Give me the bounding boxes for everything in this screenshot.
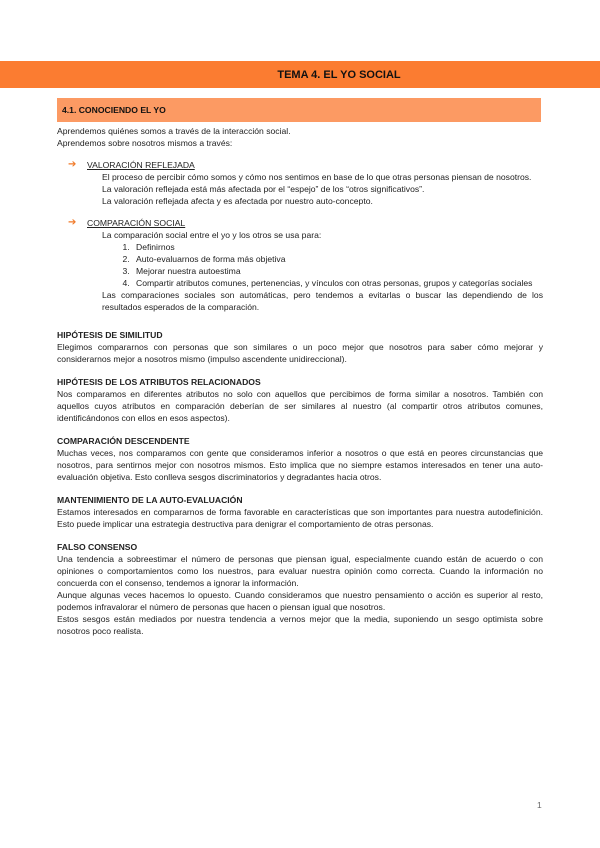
- bullet-body: [87, 229, 543, 313]
- list-item: 4. Compartir atributos comunes, pertenencias, y vínculos con otras personas, grupos y categorías sociales: [132, 277, 543, 289]
- block-heading: MANTENIMIENTO DE LA AUTO-EVALUACIÓN: [57, 495, 243, 505]
- bullet-outro: Las comparaciones sociales son automáticas, pero tendemos a evitarlas o buscar las dependiendo de los resultados esperados de la comparación.: [102, 290, 543, 312]
- bullet-heading: VALORACIÓN REFLEJADA: [87, 160, 195, 170]
- intro-line: Aprendemos sobre nosotros mismos a través:: [57, 138, 233, 148]
- block-paragraph: Estamos interesados en compararnos de forma favorable en características que son importantes para nuestra autodefinición. Esto puede implicar una estrategia destructiva para denigrar el comportamiento de otras personas.: [57, 507, 543, 529]
- block-paragraph: Una tendencia a sobreestimar el número de personas que piensan igual, especialmente cuando están de acuerdo o con opiniones o comportamientos como los nuestros, para evaluar nuestra opinión como correcta. Cuando la información no concuerda con el consenso, tendemos a ignorar la información.: [57, 554, 543, 588]
- block-heading: HIPÓTESIS DE LOS ATRIBUTOS RELACIONADOS: [57, 377, 261, 387]
- block-atributos: [57, 376, 543, 424]
- arrow-icon: ➔: [68, 159, 77, 170]
- block-heading: HIPÓTESIS DE SIMILITUD: [57, 330, 163, 340]
- bullet-valoracion: [57, 159, 543, 207]
- document-body: [57, 125, 543, 637]
- bullet-heading: COMPARACIÓN SOCIAL: [87, 218, 186, 228]
- bullet-line: La valoración reflejada afecta y es afectada por nuestro auto-concepto.: [102, 196, 373, 206]
- block-falso-consenso: [57, 541, 543, 637]
- block-heading: COMPARACIÓN DESCENDENTE: [57, 436, 190, 446]
- block-paragraph: Muchas veces, nos comparamos con gente que consideramos inferior a nosotros o que está en peores circunstancias que nosotros, para sentirnos mejor con nosotros mismos. Esto implica que no siempre estamos interesados en tener una auto-evaluación objetiva. Esto conlleva sesgos discriminatorios y degradantes hacia otros.: [57, 448, 543, 482]
- list-item: 3. Mejorar nuestra autoestima: [132, 265, 543, 277]
- intro-line: Aprendemos quiénes somos a través de la interacción social.: [57, 126, 291, 136]
- block-mantenimiento: [57, 494, 543, 530]
- list-item: 2. Auto-evaluarnos de forma más objetiva: [132, 253, 543, 265]
- page-title: TEMA 4. EL YO SOCIAL: [277, 68, 401, 81]
- arrow-icon: ➔: [68, 217, 77, 228]
- section-header: [57, 98, 541, 122]
- block-paragraph: Elegimos compararnos con personas que son similares o un poco mejor que nosotros para saber cómo mejorar y considerarnos mejor a nosotros mismo (impulso ascendente unidireccional).: [57, 342, 543, 364]
- page-number: 1: [537, 800, 542, 810]
- bullet-line: La valoración reflejada está más afectada por el “espejo” de los “otros significativos”.: [102, 184, 425, 194]
- title-bar: [0, 61, 600, 88]
- block-paragraph: Estos sesgos están mediados por nuestra tendencia a vernos mejor que la media, suponiendo un sesgo optimista sobre nosotros poco realista.: [57, 614, 543, 636]
- block-paragraph: Aunque algunas veces hacemos lo opuesto. Cuando consideramos que nuestro pensamiento o acción es superior al resto, podemos infravalorar el número de personas que hacen o piensan igual que nosotros.: [57, 590, 543, 612]
- section-title: 4.1. CONOCIENDO EL YO: [62, 105, 166, 115]
- list-item: 1. Definirnos: [132, 241, 543, 253]
- bullet-line: El proceso de percibir cómo somos y cómo nos sentimos en base de lo que otras personas piensan de nosotros.: [102, 172, 532, 182]
- block-heading: FALSO CONSENSO: [57, 542, 138, 552]
- numbered-list: [102, 241, 543, 289]
- block-similitud: [57, 329, 543, 365]
- block-descendente: [57, 435, 543, 483]
- bullet-body: [87, 171, 543, 207]
- block-paragraph: Nos comparamos en diferentes atributos no solo con aquellos que percibimos de forma similar a nosotros. También con aquellos cuyos atributos en comparación deberían de ser similares al nuestro (al compartir otros atributos comunes, identificándonos con ellos en esos aspectos).: [57, 389, 543, 423]
- bullet-intro: La comparación social entre el yo y los otros se usa para:: [102, 230, 322, 240]
- bullet-comparacion: [57, 217, 543, 313]
